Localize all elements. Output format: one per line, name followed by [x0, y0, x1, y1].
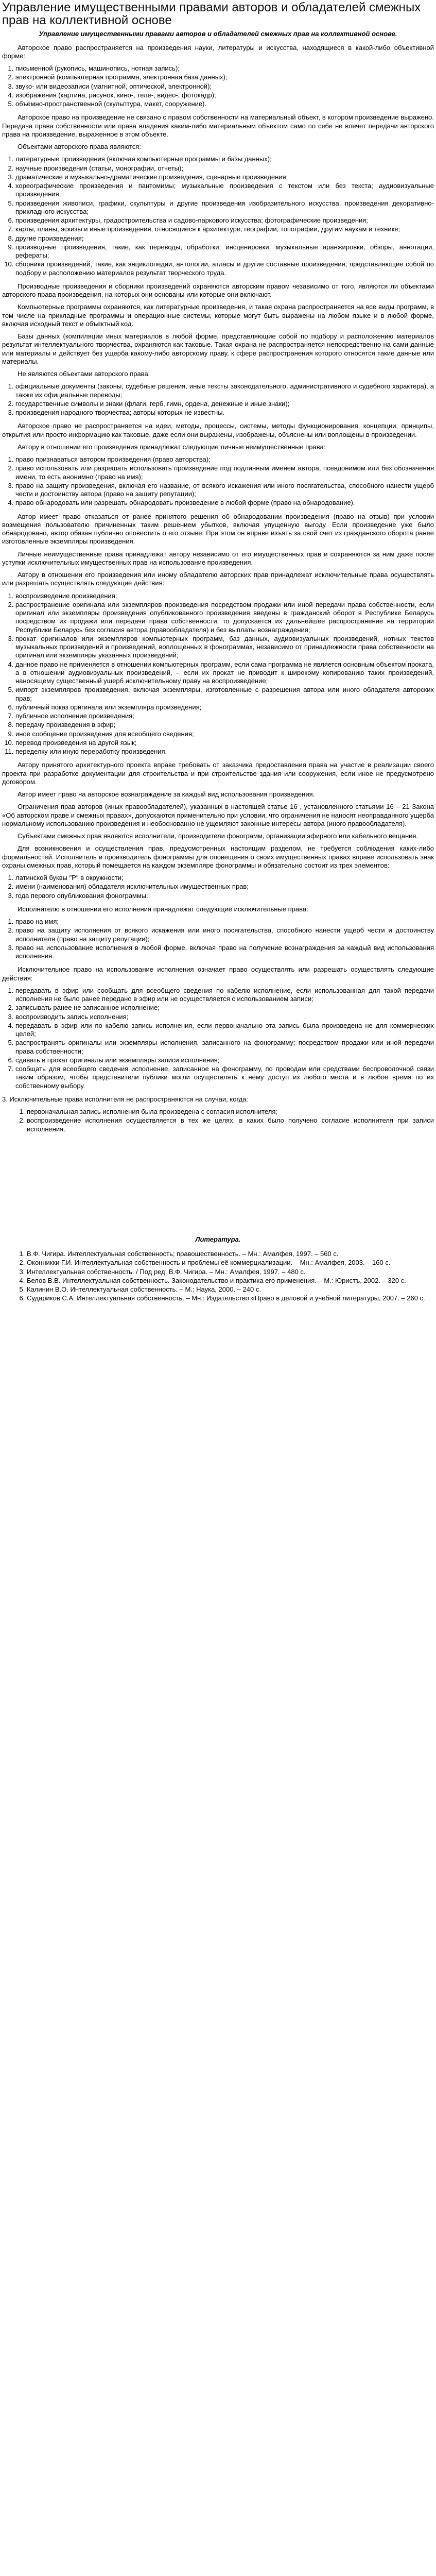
- list-forms: [2, 64, 434, 108]
- list-item: 3. право на использование исполнения в любой форме, включая право на получение вознаграждения за каждый вид использования исполнения.: [15, 944, 434, 961]
- list-item: 3. драматические и музыкально-драматические произведения, сценарные произведения;: [15, 173, 434, 181]
- list-item: 2. право использовать или разрешать использовать произведение под подлинным именем автора, псевдонимом или без обозначения имени, то есть анонимно (право на имя);: [15, 464, 434, 481]
- list-item: 8. другие произведения;: [15, 234, 434, 243]
- list-item: 2. научные произведения (статьи, монографии, отчеты);: [15, 164, 434, 173]
- list-item: 4. передавать в эфир или по кабелю запись исполнения, если первоначально эта запись была произведена не для коммерческих целей;: [15, 1022, 434, 1039]
- paragraph: Компьютерные программы охраняются, как литературные произведения, и такая охрана распространяется на все виды программ, в том числе на прикладные программы и операционные системы, которые могут быть выражены на любом языке и в любой форме, включая исходный текст и объектный код.: [2, 303, 434, 328]
- paragraph: 3. Исключительные права исполнителя не распространяются на случаи, когда:: [2, 1095, 249, 1103]
- list-exceptions: [2, 1108, 434, 1133]
- reference-item: 2. Оконникки Г.И. Интеллектуальная собственность и проблемы её коммерциализации. – Мн.: Амалфея, 2003. – 160 с.: [27, 1259, 434, 1267]
- list-item: 3. воспроизводить запись исполнения;: [15, 1013, 434, 1021]
- list-item: 4. хореографические произведения и пантомимы; музыкальные произведения с текстом или без текста; аудиовизуальные произведения;: [15, 182, 434, 199]
- list-item: 1. передавать в эфир или сообщать для всеобщего сведения по кабелю исполнение, если использованная для такой передачи исполнения не было ранее передано в эфир или не осуществляется с использованием записи;: [15, 987, 434, 1004]
- list-item: 4. данное право не применяется в отношении компьютерных программ, если сама программа не является основным объектом проката, а в отношении аудиовизуальных произведений, – если их прокат не приводит к широкому копированию таких произведений, наносящему существенный ущерб исключительному праву на воспроизведение;: [15, 660, 434, 686]
- list-item: 11. переделку или иную переработку произведения.: [15, 748, 434, 756]
- reference-item: 6. Судариков С.А. Интеллектуальная собственность. – Мн.: Издательство «Право в деловой и учебной литературы, 2007. – 260 с.: [27, 1294, 434, 1302]
- list-item: 3. произведения народного творчества; авторы которых не известны.: [15, 409, 434, 417]
- list-performer-rights: [2, 918, 434, 960]
- reference-item: 1. В.Ф. Чигира. Интеллектуальная собственность; правошественность. – Мн.: Амалфея, 1997. – 560 с.: [27, 1250, 434, 1258]
- list-performer-actions: [2, 987, 434, 1090]
- paragraph: Автору принятого архитектурного проекта вправе требовать от заказчика предоставления права на участие в реализации своего проекта при разработке документации для строительства и при строительстве здания или сооружения, если иное не предусмотрено договором.: [2, 761, 434, 786]
- list-not-objects: [2, 382, 434, 417]
- list-item: 5. произведения живописи, графики, скульптуры и другие произведения изобразительного искусства; произведения декоративно-прикладного искусства;: [15, 199, 434, 216]
- paragraph: Субъектами смежных прав являются исполнители, производители фонограмм, организации эфирного или кабельного вещания.: [18, 832, 418, 840]
- list-item: 10. перевод произведения на другой язык;: [15, 739, 434, 747]
- list-personal-rights: [2, 455, 434, 507]
- reference-item: 3. Интеллектуальная собственность. / Под ред. В.Ф. Чигира. – Мн.: Амалфея, 1997. – 480 с.: [27, 1268, 434, 1276]
- paragraph: Исключительное право на использование исполнения означает право осуществлять или разрешать осуществлять следующие действия:: [2, 965, 434, 982]
- paragraph: Базы данных (компиляции иных материалов в любой форме, представляющие собой по подбору и расположению материалов результат интеллектуального творчества, охраняются как таковые. Такая охрана не распространяется непосредственно на сами данные или материалы и действует без ущерба какому-либо авторскому праву, к сфере распространения которого относятся такие данные или материалы.: [2, 332, 434, 365]
- list-item: 7. сообщать для всеобщего сведения исполнение, записанное на фонограмму, по проводам или средствами беспроволочной связи таким образом, чтобы представители публики могли осуществлять к нему доступ из любого места и в любое время по их собственному выбору.: [15, 1065, 434, 1090]
- list-item: 3. право на защиту произведения, включая его название, от всякого искажения или иного посягательства, способного нанести ущерб чести и достоинству автора (право на защиту репутации);: [15, 482, 434, 499]
- list-item: 6. произведения архитектуры, градостроительства и садово-паркового искусства; фотографические произведения;: [15, 216, 434, 225]
- paragraph: Для возникновения и осуществления прав, предусмотренных настоящим разделом, не требуется соблюдения каких-либо формальностей. Исполнитель и производитель фонограммы для оповещения о своих имущественных правах вправе использовать знак охраны смежных прав, который помещается на каждом экземпляре фонограммы и обязательно состоит из трех элементов:: [2, 844, 434, 869]
- paragraph: Автору в отношении его произведения или иному обладателю авторских прав принадлежат исключительные права осуществлять или разрешать осуществлять следующие действия:: [2, 571, 434, 587]
- list-item: 1. латинской буквы "P" в окружности;: [15, 874, 434, 882]
- list-item: 3. года первого опубликования фонограммы.: [15, 892, 434, 900]
- list-item: 2. государственные символы и знаки (флаги, герб, гимн, ордена, денежные и иные знаки);: [15, 400, 434, 408]
- paragraph: Автор имеет право отказаться от ранее принятого решения об обнародовании произведения (право на отзыв) при условии возмещения пользователю причиненных таким решением убытков, включая упущенную выгоду. Если произведение уже было обнародовано, автор обязан публично оповестить о его отзыве. При этом он вправе изъять за свой счет из гражданского оборота ранее изготовленные экземпляры произведения.: [2, 512, 434, 546]
- paragraph: Автор имеет право на авторское вознаграждение за каждый вид использования произведения.: [18, 790, 315, 799]
- document: [0, 1, 436, 1303]
- list-item: 1. официальные документы (законы, судебные решения, иные тексты законодательного, административного и судебного характера), а также их официальные переводы;: [15, 382, 434, 399]
- list-item: 2. имени (наименования) обладателя исключительных имущественных прав;: [15, 883, 434, 891]
- paragraph: Объектами авторского права являются:: [18, 143, 141, 151]
- blank-space: [2, 1139, 434, 1216]
- list-item: 1. литературные произведения (включая компьютерные программы и базы данных);: [15, 155, 434, 163]
- list-item: 5. импорт экземпляров произведения, включая экземпляры, изготовленные с разрешения автора или иного обладателя авторских прав;: [15, 686, 434, 703]
- list-item: 9. иное сообщение произведения для всеобщего сведения;: [15, 730, 434, 738]
- list-item: 7. публичное исполнение произведения;: [15, 712, 434, 720]
- list-item: 1. воспроизведение произведения;: [15, 592, 434, 600]
- list-objects: [2, 155, 434, 277]
- list-item: 4. изображения (картина, рисунок, кино-, теле-, видео-, фотокадр);: [15, 91, 434, 99]
- document-subtitle: Управление имущественными правами авторов и обладателей смежных прав на коллективной основе.: [39, 30, 397, 38]
- paragraph: Авторское право на произведение не связано с правом собственности на материальный объект, в котором произведение выражено. Передача права собственности или права владения каким-либо материальным объектом само по себе не влечет передачи авторского права на произведение, выраженное в этом объекте.: [2, 113, 434, 138]
- list-item: 5. распространять оригиналы или экземпляры исполнения, записанного на фонограмму; посредством продажи или иной передачи права собственности;: [15, 1039, 434, 1056]
- reference-item: 4. Белов В.В. Интеллектуальная собственность. Законодательство и практика его применения. – М.: Юристъ, 2002. – 320 с.: [27, 1277, 434, 1285]
- list-item: 1. право признаваться автором произведения (право авторства);: [15, 455, 434, 464]
- paragraph: Исполнителю в отношении его исполнения принадлежат следующие исключительные права:: [18, 905, 308, 913]
- list-item: 1. письменной (рукопись, машинопись, нотная запись);: [15, 64, 434, 73]
- paragraph: Производные произведения и сборники произведений охраняются авторским правом независимо от того, являются ли объектами авторского права произведения, на которых они основаны или которые они включают.: [2, 282, 434, 299]
- paragraph: Автору в отношении его произведения принадлежат следующие личные неимущественные права:: [18, 443, 326, 451]
- list-item: 7. карты, планы, эскизы и иные произведения, относящиеся к архитектуре, географии, топографии, другим наукам и технике;: [15, 225, 434, 233]
- list-item: 6. сдавать в прокат оригиналы или экземпляры записи исполнения;: [15, 1056, 434, 1064]
- paragraph: Авторское право не распространяется на идеи, методы, процессы, системы, методы функционирования, концепции, принципы, открытия или просто информацию как таковые, даже если они выражены, изображены, объяснены или воплощены в произведении.: [2, 422, 434, 438]
- references-list: [2, 1250, 434, 1303]
- list-item: 1. право на имя;: [15, 918, 434, 926]
- list-item: 3. звуко- или видеозаписи (магнитной, оптической, электронной);: [15, 82, 434, 91]
- list-item: 2. распространение оригинала или экземпляров произведения посредством продажи или иной передачи права собственности, если оригинал или экземпляры произведения опубликованного произведения введены в гражданский оборот в Республике Беларусь посредством их продажи или передачи права собственности, то допускается их дальнейшее распространение на территории Республики Беларусь без согласия автора (правообладателя) и без выплаты вознаграждения;: [15, 601, 434, 634]
- paragraph: Личные неимущественные права принадлежат автору независимо от его имущественных прав и сохраняются за ним даже после уступки исключительных имущественных прав на использование произведения.: [2, 550, 434, 566]
- page-title: Управление имущественными правами авторов и обладателей смежных прав на коллективной основе: [2, 1, 421, 28]
- list-item: 2. электронной (компьютерная программа, электронная база данных);: [15, 73, 434, 81]
- list-item: 4. право обнародовать или разрешать обнародовать произведение в любой форме (право на обнародование).: [15, 499, 434, 507]
- paragraph: Не являются объектами авторского права:: [18, 370, 150, 378]
- list-item: 5. объемно-пространственной (скульптура, макет, сооружение).: [15, 100, 434, 108]
- list-item: 2. записывать ранее не записанное исполнение;: [15, 1004, 434, 1012]
- reference-item: 5. Калинин В.О. Интеллектуальная собственность. – М.: Наука, 2000. – 240 с.: [27, 1285, 434, 1294]
- list-item: 6. публичный показ оригинала или экземпляра произведения;: [15, 703, 434, 711]
- list-item: 3. прокат оригиналов или экземпляров компьютерных программ, баз данных, аудиовизуальных произведений, нотных текстов музыкальных произведений и произведений, воплощенных в фонограммах, независимо от принадлежности права собственности на оригинал или экземпляры указанных произведений;: [15, 635, 434, 660]
- list-item: 10. сборники произведений, такие, как энциклопедии, антологии, атласы и другие составные произведения, представляющие собой по подбору и расположению материалов результат творческого труда.: [15, 260, 434, 277]
- references-title: Литература.: [195, 1235, 241, 1243]
- list-item: 9. производные произведения, такие, как переводы, обработки, инсценировки, музыкальные аранжировки, обзоры, аннотации, рефераты;: [15, 243, 434, 260]
- list-protection-sign: [2, 874, 434, 900]
- list-item: 2. право на защиту исполнения от всякого искажения или иного посягательства, способного нанести ущерб чести и достоинству исполнителя (право на защиту репутации);: [15, 926, 434, 943]
- paragraph: Авторское право распространяется на произведения науки, литературы и искусства, находящиеся в какой-либо объективной форме:: [2, 43, 434, 60]
- list-item: 8. передачу произведения в эфир;: [15, 721, 434, 729]
- list-item: 2. воспроизведение исполнения осуществляется в тех же целях, в каких было получено согласие исполнителя при записи исполнения.: [27, 1116, 434, 1133]
- paragraph: Ограничения прав авторов (иных правообладателей), указанных в настоящей статье 16 , установленного статьями 16 – 21 Закона «Об авторском праве и смежных правах», допускаются применительно при условии, что ограничения не наносят неоправданного ущерба нормальному использованию произведения и необоснованно не ущемляют законные интересы автора (иного правообладателя).: [2, 803, 434, 827]
- list-exclusive-rights: [2, 592, 434, 756]
- list-item: 1. первоначальная запись исполнения была произведена с согласия исполнителя;: [27, 1108, 434, 1116]
